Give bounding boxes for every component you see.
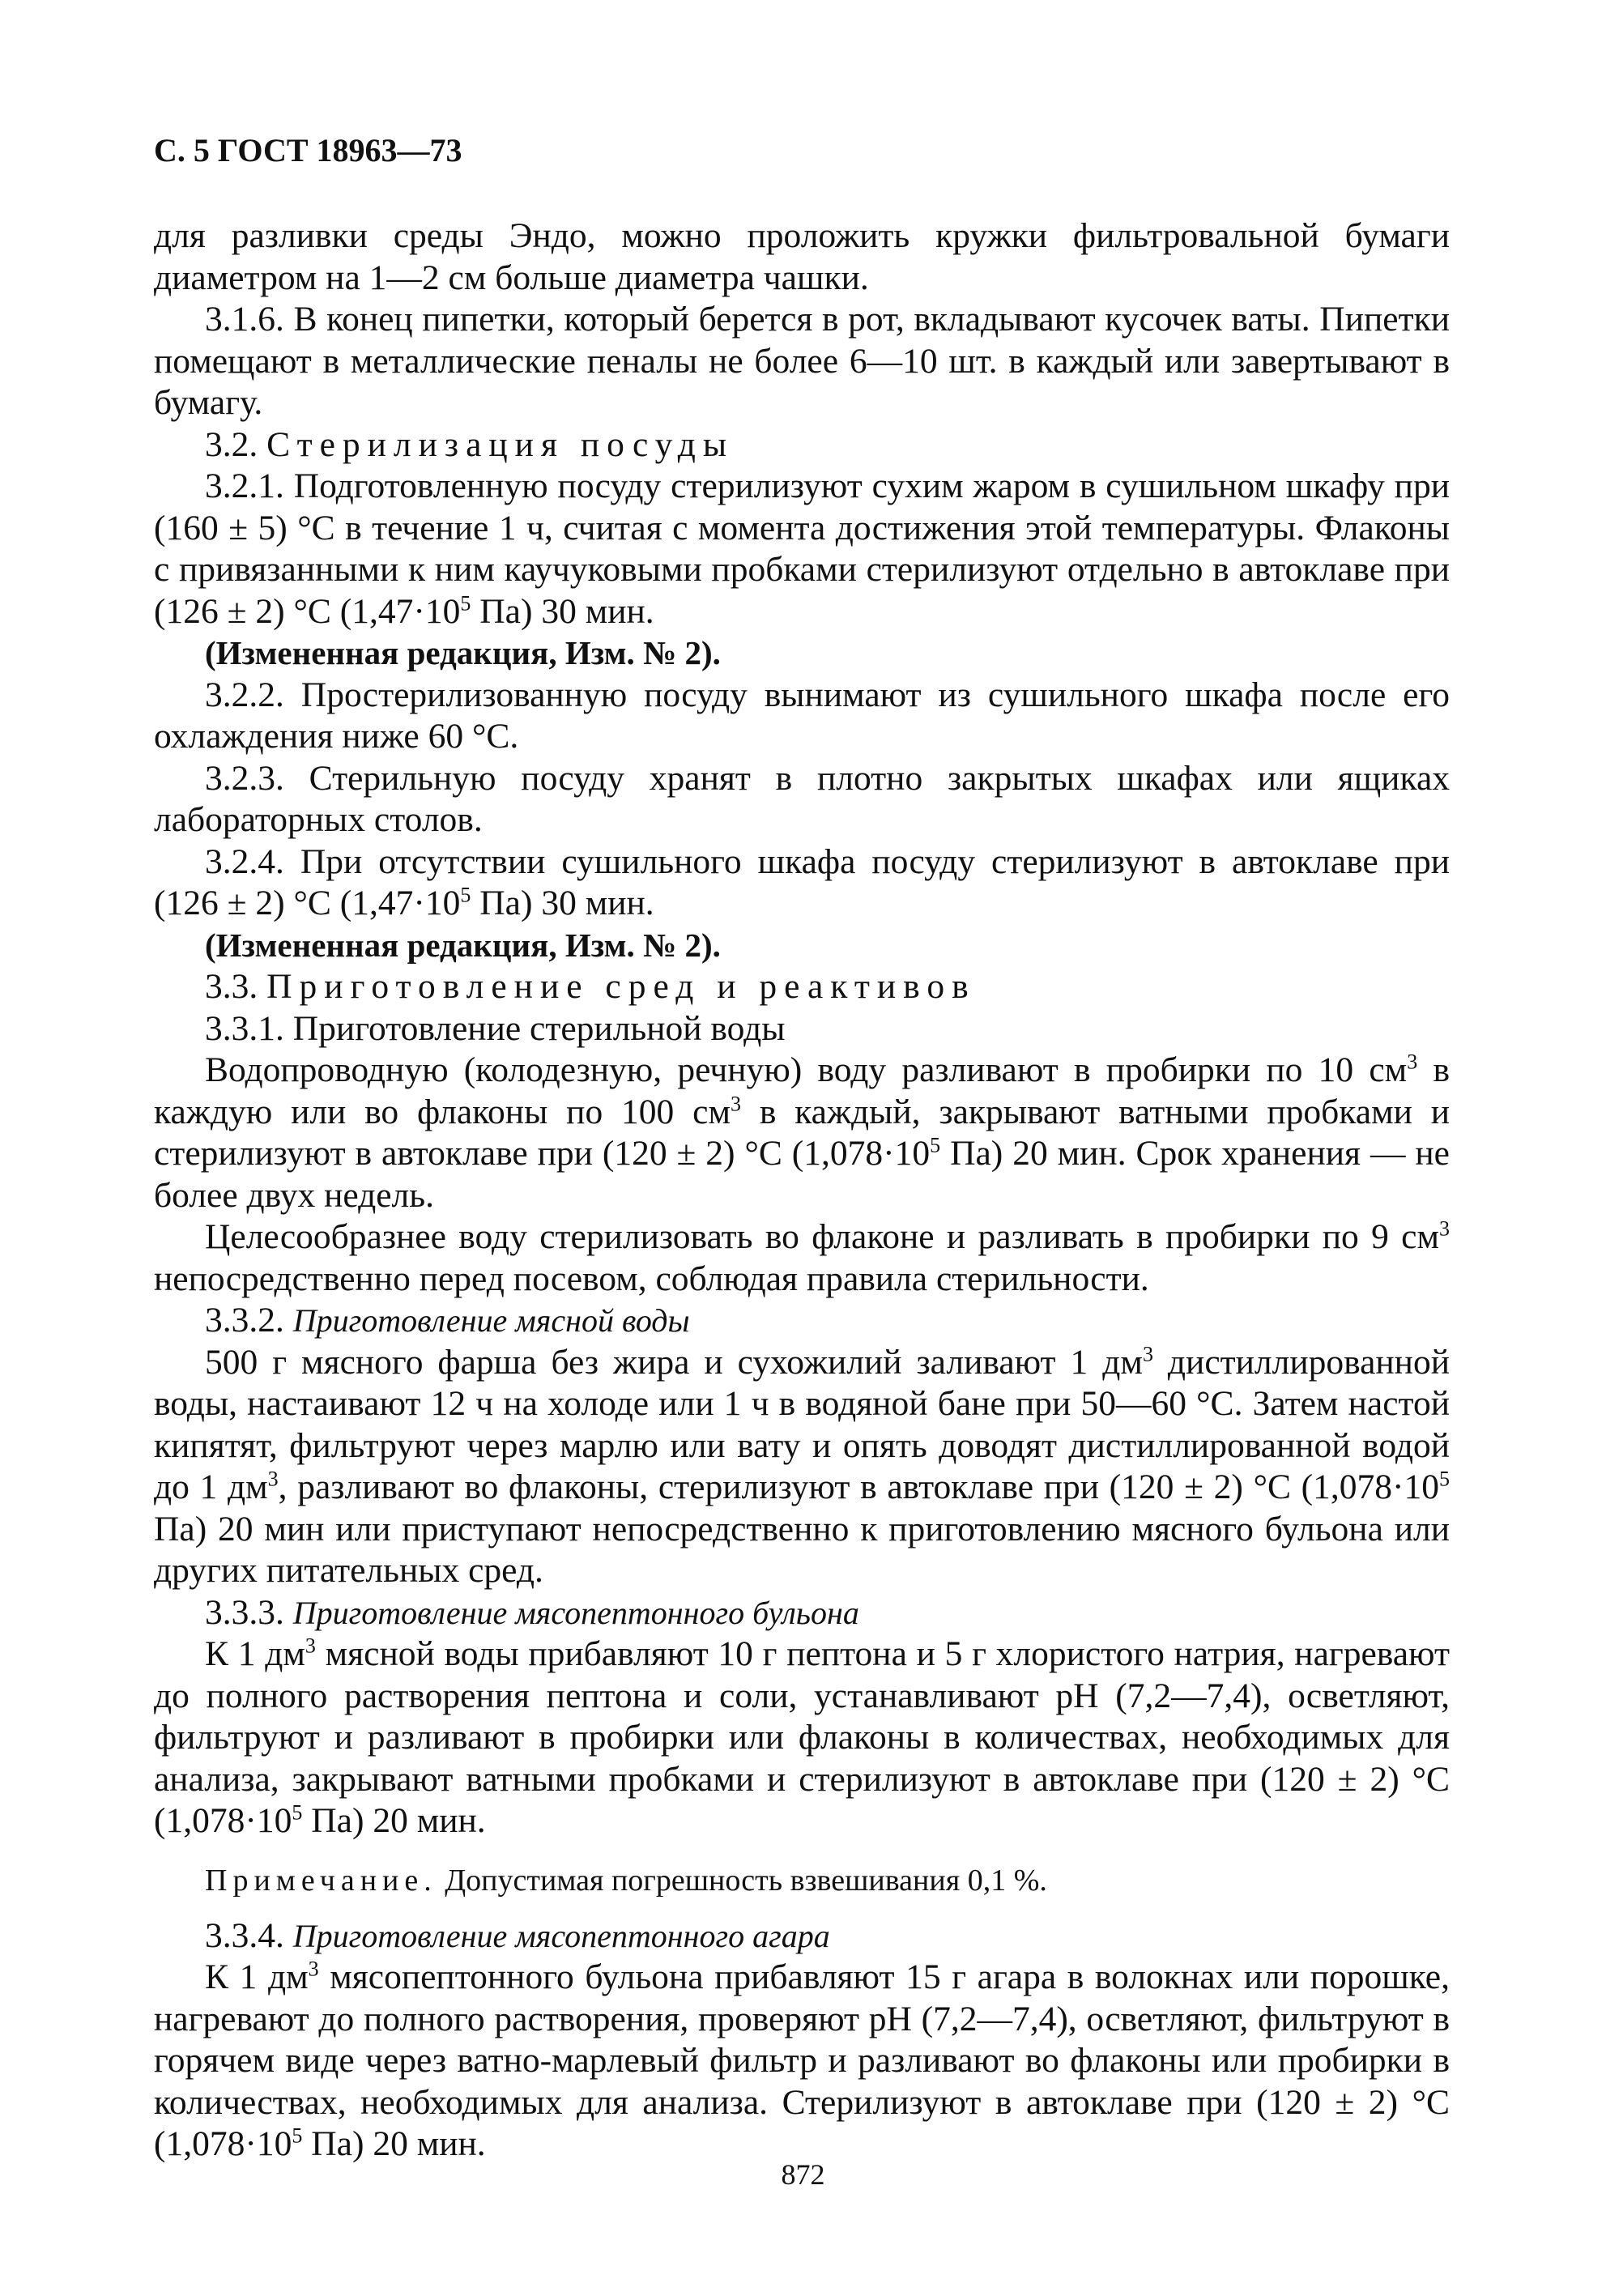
section-title: Приготовление сред и реактивов xyxy=(266,967,976,1006)
text-run: мясопептонного бульона прибавляют 15 г агара в волокнах или порошке, нагревают до полного растворения, проверяют рН (7,2—7,4), осветляют, фильтруют в горячем виде через ватно-марлевый фильтр и разливают во флаконы или пробирки в количествах, необходимых для анализа. Стерилизуют в автоклаве при (120 ± 2) °С (1,078·10 xyxy=(154,1957,1450,2163)
section-title: Приготовление мясопептонного агара xyxy=(292,1917,830,1954)
text-run: мясной воды прибавляют 10 г пептона и 5 г хлористого натрия, нагревают до полного растворения пептона и соли, устанавливают рН (7,2—7,4), осветляют, фильтруют и разливают в пробирки или флаконы в количествах, необходимых для анализа, закрывают ватными пробками и стерилизуют в автоклаве при (120 ± 2) °С (1,078·10 xyxy=(154,1634,1450,1840)
text-run: дистиллированной воды, настаивают 12 ч на холоде или 1 ч в водяной бане при 50—60 °С. Затем настой кипятят, фильтруют через марлю или вату и опять доводят дистиллированной водой до 1 дм xyxy=(154,1342,1450,1506)
superscript: 3 xyxy=(1439,1216,1450,1241)
paragraph-sterile-water-flask xyxy=(154,1216,1450,1300)
text-run: Па) 30 мин. xyxy=(471,884,654,922)
note xyxy=(154,1860,1450,1901)
text-run: Целесообразнее воду стерилизовать во флаконе и разливать в пробирки по 9 см xyxy=(205,1217,1439,1256)
paragraph-3-2-4 xyxy=(154,841,1450,925)
paragraph-sterile-water xyxy=(154,1050,1450,1216)
superscript: 5 xyxy=(460,883,471,907)
superscript: 5 xyxy=(460,591,471,615)
text-run: Водопроводную (колодезную, речную) воду разливают в пробирки по 10 см xyxy=(205,1050,1408,1089)
text-run: К 1 дм xyxy=(205,1634,305,1673)
superscript: 3 xyxy=(730,1092,741,1115)
superscript: 3 xyxy=(305,1634,316,1658)
paragraph-3-2-2: 3.2.2. Простерилизованную посуду вынимают из сушильного шкафа после его охлаждения ниже 60 °С. xyxy=(154,675,1450,756)
superscript: 5 xyxy=(1439,1467,1450,1491)
paragraph-meat-peptone-agar xyxy=(154,1957,1450,2166)
text-run: Па) 20 мин. Срок хранения — не более двух недель. xyxy=(154,1134,1450,1215)
subsection-heading-3-3-3 xyxy=(154,1592,1450,1634)
section-number: 3.3.4. xyxy=(205,1915,284,1955)
subsection-heading-3-3-4 xyxy=(154,1915,1450,1957)
paragraph-endo-medium: для разливки среды Эндо, можно проложить кружки фильтровальной бумаги диаметром на 1—2 см больше диаметра чашки. xyxy=(154,216,1450,297)
section-number: 3.3.3. xyxy=(205,1592,284,1632)
paragraph-3-1-6: 3.1.6. В конец пипетки, который берется в рот, вкладывают кусочек ваты. Пипетки помещают в металлические пеналы не более 6—10 шт. в каждый или завертывают в бумагу. xyxy=(154,300,1450,422)
note-label: Примечание. xyxy=(205,1863,437,1898)
paragraph-meat-peptone-broth xyxy=(154,1634,1450,1842)
page-header: С. 5 ГОСТ 18963—73 xyxy=(154,132,462,168)
text-run: в каждый, закрывают ватными пробками и стерилизуют в автоклаве при (120 ± 2) °С (1,078·10 xyxy=(154,1092,1450,1173)
text-run: 500 г мясного фарша без жира и сухожилий заливают 1 дм xyxy=(205,1342,1143,1382)
subsection-heading-3-3-2 xyxy=(154,1300,1450,1342)
subsection-heading-3-3-1: 3.3.1. Приготовление стерильной воды xyxy=(205,1008,786,1048)
text-run: Па) 30 мин. xyxy=(471,591,654,631)
text-run: , разливают во флаконы, стерилизуют в автоклаве при (120 ± 2) °С (1,078·10 xyxy=(278,1467,1439,1506)
text-run: Па) 20 мин. xyxy=(302,2124,486,2163)
amendment-note: (Измененная редакция, Изм. № 2). xyxy=(205,634,721,671)
page-number: 872 xyxy=(781,2158,825,2191)
section-number: 3.3. xyxy=(205,967,258,1006)
superscript: 3 xyxy=(308,1957,319,1981)
superscript: 5 xyxy=(292,1800,303,1825)
superscript: 3 xyxy=(1142,1342,1153,1365)
text-run: 3.2.1. Подготовленную посуду стерилизуют сухим жаром в сушильном шкафу при (160 ± 5) °С в течение 1 ч, считая с момента достижения этой температуры. Флаконы с привязанными к ним каучуковыми пробками стерилизуют отдельно в автоклаве при (126 ± 2) °С (1,47·10 xyxy=(154,466,1450,631)
superscript: 5 xyxy=(292,2123,303,2148)
paragraph-3-2-1 xyxy=(154,466,1450,633)
amendment-note: (Измененная редакция, Изм. № 2). xyxy=(205,926,721,964)
superscript: 3 xyxy=(267,1467,279,1491)
note-text: Допустимая погрешность взвешивания 0,1 %. xyxy=(437,1863,1047,1898)
document-page xyxy=(154,130,1450,2166)
section-title: Приготовление мясопептонного бульона xyxy=(292,1594,859,1631)
superscript: 3 xyxy=(1407,1050,1418,1074)
text-run: непосредственно перед посевом, соблюдая правила стерильности. xyxy=(154,1259,1149,1298)
section-title: Приготовление мясной воды xyxy=(292,1302,690,1339)
section-heading-3-3 xyxy=(154,966,1450,1008)
text-run: К 1 дм xyxy=(205,1957,309,1996)
text-run: в каждую или во флаконы по 100 см xyxy=(154,1050,1450,1131)
superscript: 5 xyxy=(930,1133,941,1157)
text-run: 3.2.4. При отсутствии сушильного шкафа посуду стерилизуют в автоклаве при (126 ± 2) °С (1,47·10 xyxy=(154,841,1450,922)
paragraph-meat-water xyxy=(154,1342,1450,1592)
section-heading-3-2 xyxy=(154,424,1450,466)
text-run: Па) 20 мин или приступают непосредственно к приготовлению мясного бульона или других питательных сред. xyxy=(154,1509,1450,1590)
section-number: 3.2. xyxy=(205,424,258,464)
section-title: Стерилизация посуды xyxy=(266,424,735,464)
section-number: 3.3.2. xyxy=(205,1301,284,1340)
text-run: Па) 20 мин. xyxy=(302,1801,486,1840)
paragraph-3-2-3: 3.2.3. Стерильную посуду хранят в плотно закрытых шкафах или ящиках лабораторных столов. xyxy=(154,758,1450,839)
